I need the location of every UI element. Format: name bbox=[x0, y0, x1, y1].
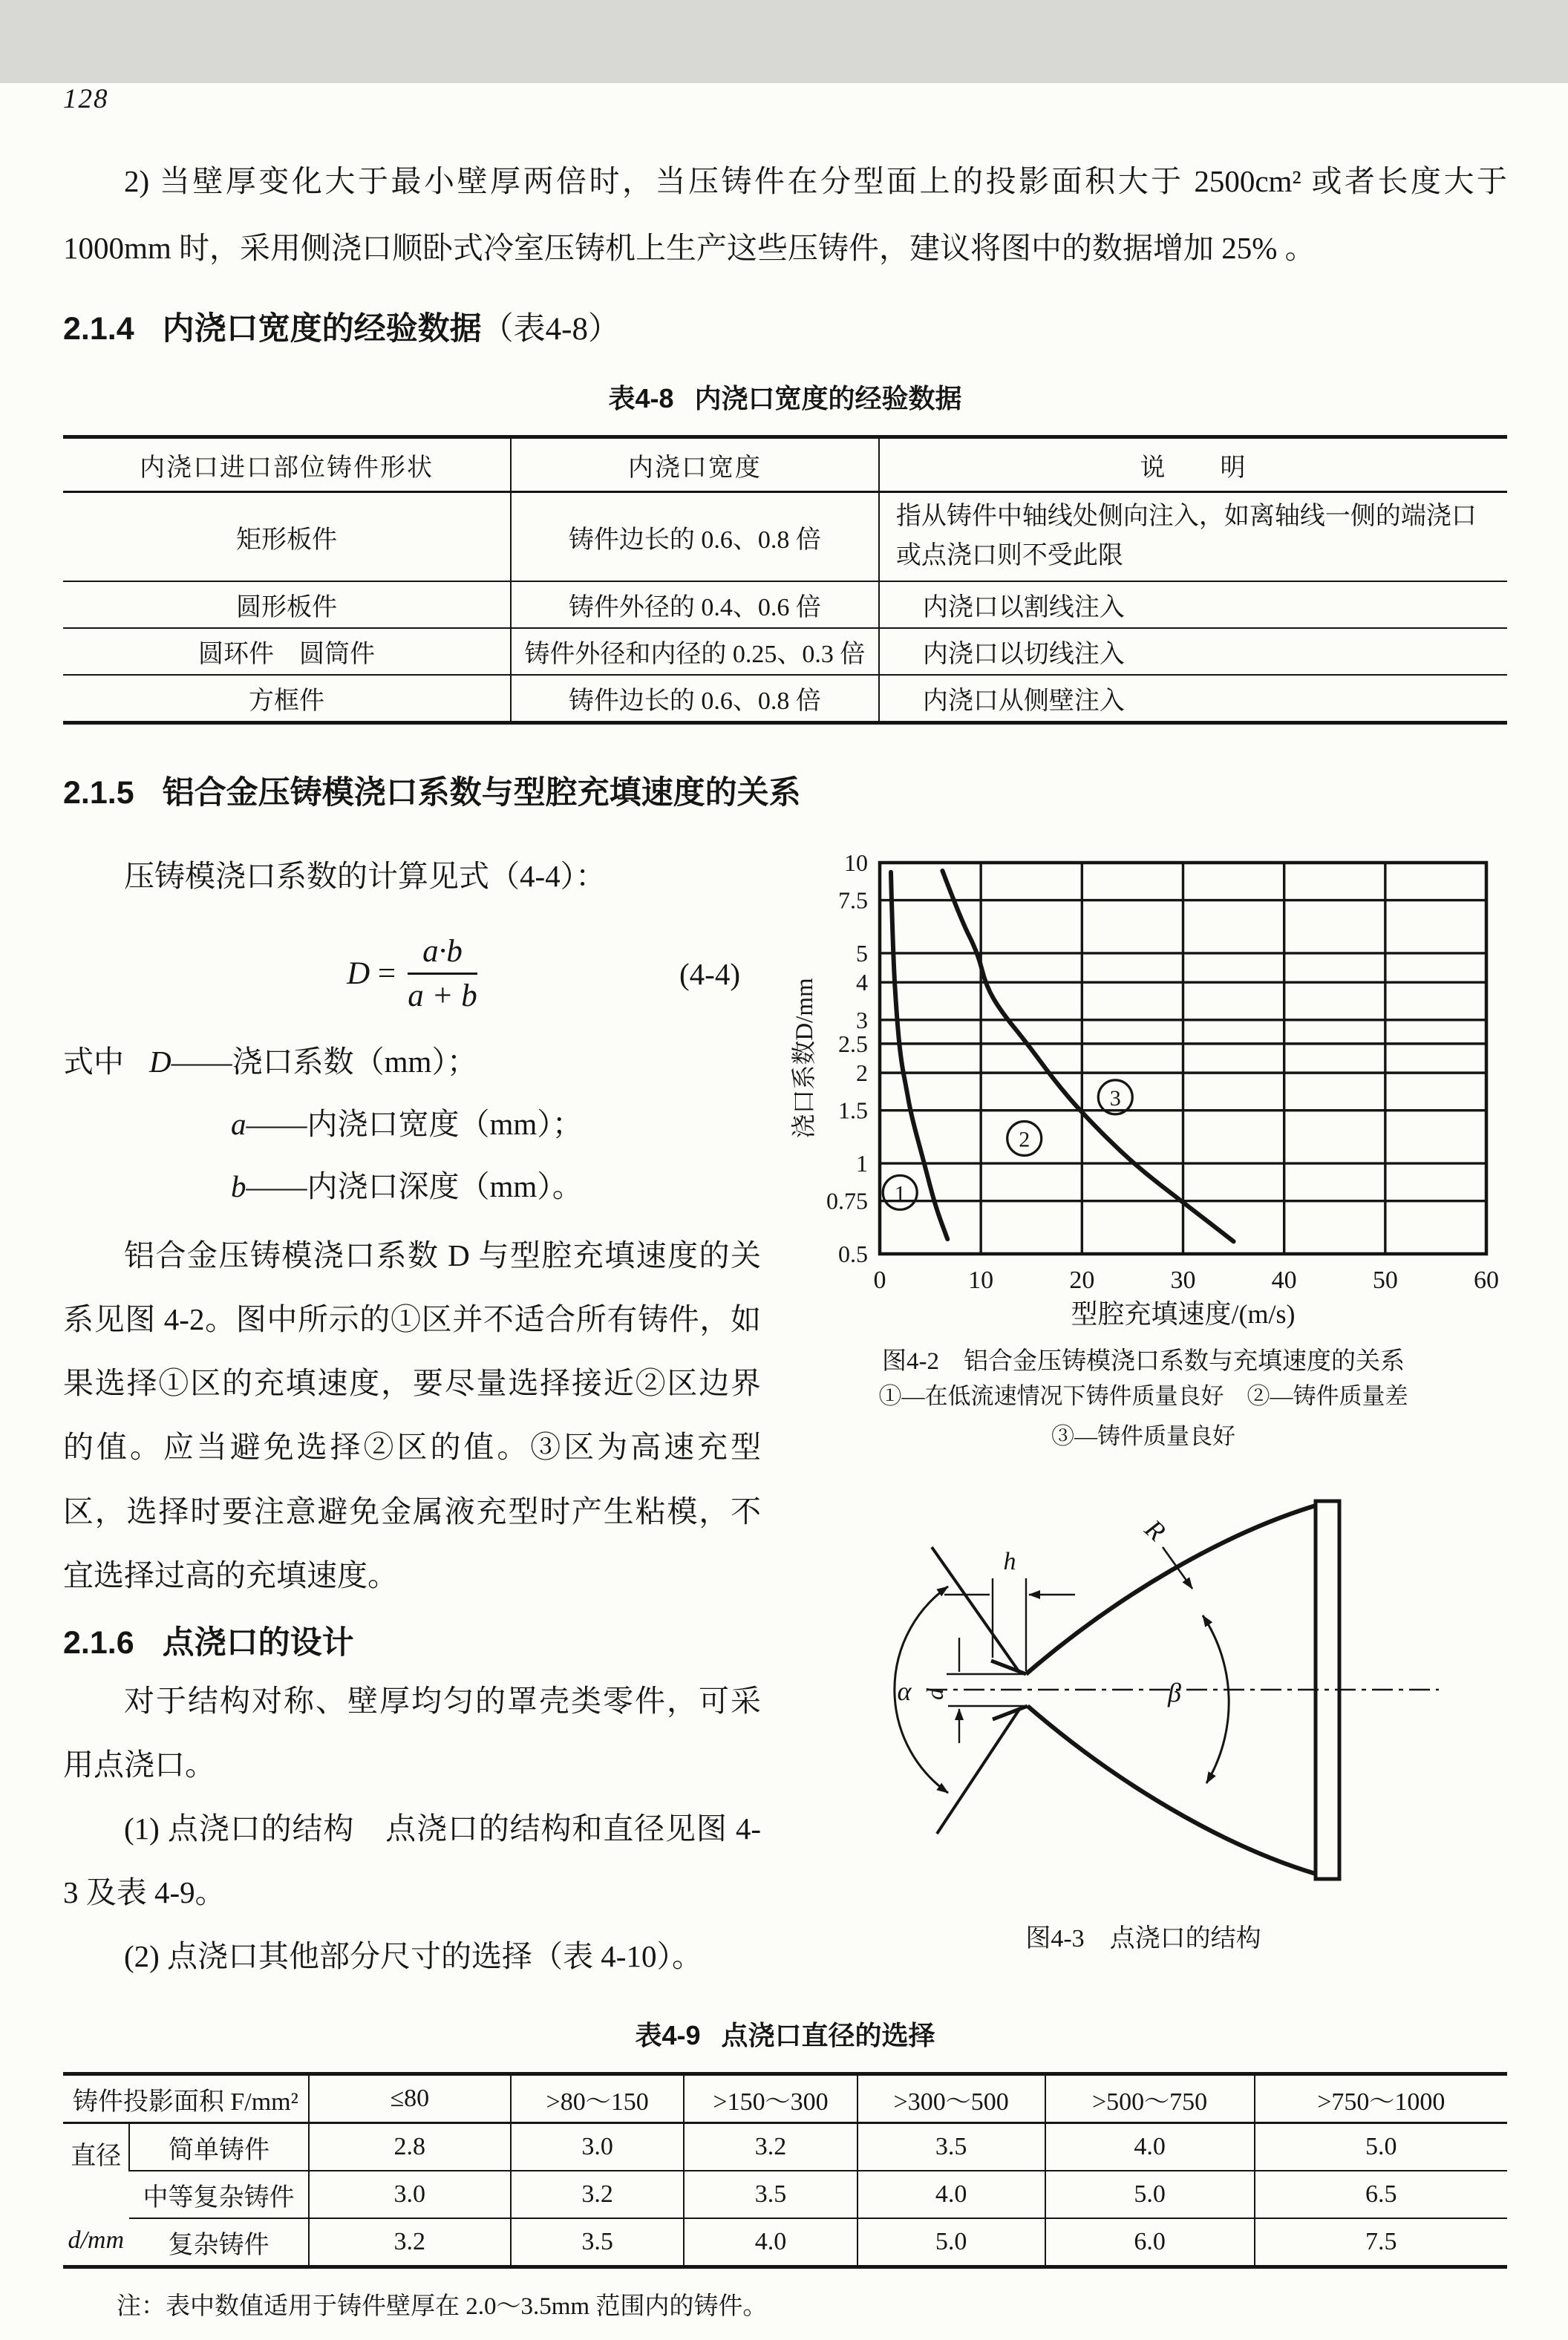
curve-boundary-region2-region3 bbox=[942, 871, 1233, 1241]
where-line-a bbox=[63, 1093, 761, 1155]
table-row bbox=[63, 581, 1507, 628]
table-4-9-body bbox=[63, 2123, 1507, 2267]
y-tick-label: 1 bbox=[856, 1150, 868, 1177]
trumpet-top-curve bbox=[1026, 1506, 1316, 1674]
beta-label: β bbox=[1168, 1678, 1181, 1708]
table-row bbox=[63, 628, 1507, 675]
table-cell: 内浇口以割线注入 bbox=[879, 581, 1507, 628]
formula-intro: 压铸模浇口系数的计算见式（4-4）： bbox=[124, 858, 607, 893]
diameter-group-cell bbox=[63, 2123, 129, 2267]
table-4-9-label: 表4-9 bbox=[635, 2020, 701, 2051]
table-4-9-header-row bbox=[63, 2074, 1507, 2123]
y-axis-title: 浇口系数D/mm bbox=[791, 978, 818, 1139]
y-tick-label: 2 bbox=[856, 1059, 868, 1087]
figure-4-2-caption: 图4-2 铝合金压铸模浇口系数与充填速度的关系 bbox=[882, 1347, 1405, 1375]
beta-dimension-arc bbox=[1203, 1615, 1229, 1783]
table-4-9-caption: 点浇口直径的选择 bbox=[721, 2020, 935, 2051]
y-tick-label: 5 bbox=[856, 939, 868, 967]
body-paragraph-regions bbox=[63, 1223, 761, 1607]
table-cell: 铸件边长的 0.6、0.8 倍 bbox=[511, 492, 879, 582]
where-desc: ——浇口系数（mm）； bbox=[171, 1045, 477, 1079]
table-cell: 圆形板件 bbox=[63, 581, 511, 628]
table-4-9-header-range: >750～1000 bbox=[1255, 2074, 1507, 2123]
table-cell: 指从铸件中轴线处侧向注入，如离轴线一侧的端浇口或点浇口则不受此限 bbox=[879, 492, 1507, 582]
figure-4-2-legend-line-2: ③—铸件质量良好 bbox=[1051, 1423, 1235, 1450]
casting-type-cell: 复杂铸件 bbox=[168, 2231, 270, 2259]
y-tick-label: 7.5 bbox=[838, 886, 868, 914]
x-tick-label: 10 bbox=[968, 1266, 994, 1294]
diameter-value-cell: 4.0 bbox=[858, 2171, 1045, 2218]
section-heading-2-1-6 bbox=[63, 1618, 761, 1669]
formula-4-4 bbox=[63, 933, 761, 1014]
where-term: b bbox=[231, 1169, 246, 1204]
trumpet-bottom-curve bbox=[1028, 1706, 1316, 1874]
y-tick-label: 0.5 bbox=[838, 1240, 868, 1267]
y-tick-label: 0.75 bbox=[826, 1187, 868, 1215]
x-tick-label: 20 bbox=[1069, 1266, 1095, 1294]
variable-D: D bbox=[448, 1238, 470, 1273]
d-label: d bbox=[921, 1688, 948, 1701]
x-tick-label: 40 bbox=[1271, 1266, 1297, 1294]
table-cell: 铸件边长的 0.6、0.8 倍 bbox=[511, 675, 879, 723]
where-line-b bbox=[63, 1155, 761, 1218]
h-label: h bbox=[1003, 1548, 1016, 1576]
table-row bbox=[63, 675, 1507, 723]
diameter-value-cell: 7.5 bbox=[1255, 2218, 1507, 2267]
document-page bbox=[0, 83, 1568, 2340]
body-paragraph-point-gate: 对于结构对称、壁厚均匀的罩壳类零件，可采用点浇口。 bbox=[63, 1683, 761, 1782]
right-column bbox=[780, 844, 1507, 1988]
intro-paragraph: 2) 当壁厚变化大于最小壁厚两倍时，当压铸件在分型面上的投影面积大于 2500cm² 或者长度大于 1000mm 时，采用侧浇口顺卧式冷室压铸机上生产这些压铸件，建议将图中的数据增加 25% 。 bbox=[63, 164, 1507, 266]
casting-type-cell: 中等复杂铸件 bbox=[129, 2171, 308, 2218]
y-tick-label: 3 bbox=[856, 1006, 868, 1033]
table-4-8-body bbox=[63, 492, 1507, 723]
x-tick-label: 50 bbox=[1372, 1266, 1398, 1294]
where-term: D bbox=[149, 1045, 172, 1079]
table-4-9-note: 注：表中数值适用于铸件壁厚在 2.0～3.5mm 范围内的铸件。 bbox=[117, 2293, 768, 2321]
diameter-value-cell: 3.0 bbox=[309, 2171, 511, 2218]
diameter-value-cell: 3.5 bbox=[858, 2123, 1045, 2171]
section-suffix: （表4-8） bbox=[481, 312, 620, 347]
figure-4-2-legend-line-1: ①—在低流速情况下铸件质量良好 ②—铸件质量差 bbox=[878, 1382, 1408, 1409]
diameter-value-cell: 3.2 bbox=[684, 2123, 857, 2171]
formula-lhs: D bbox=[347, 956, 370, 992]
table-4-8 bbox=[63, 435, 1507, 725]
region-2-number: 2 bbox=[1019, 1127, 1030, 1152]
formula-numerator: a·b bbox=[408, 933, 477, 975]
x-tick-label: 30 bbox=[1170, 1266, 1196, 1294]
table-cell: 方框件 bbox=[248, 687, 324, 716]
page-number: 128 bbox=[63, 84, 109, 114]
table-4-8-caption: 内浇口宽度的经验数据 bbox=[694, 383, 962, 414]
diameter-value-cell: 3.5 bbox=[684, 2171, 857, 2218]
paragraph-text: 铝合金压铸模浇口系数 bbox=[124, 1238, 448, 1273]
table-4-9-head bbox=[63, 2074, 1507, 2123]
region-3-number: 3 bbox=[1109, 1085, 1121, 1111]
table-row bbox=[63, 2171, 1507, 2218]
equation-number: (4-4) bbox=[679, 956, 740, 991]
diameter-group-line1: 直径 bbox=[71, 2142, 122, 2170]
y-tick-label: 2.5 bbox=[838, 1030, 868, 1057]
section-number: 2.1.6 bbox=[63, 1624, 134, 1661]
diameter-group-line2: d/mm bbox=[68, 2226, 125, 2254]
table-cell: 铸件外径和内径的 0.25、0.3 倍 bbox=[511, 628, 879, 675]
diameter-value-cell: 4.0 bbox=[684, 2218, 857, 2267]
diameter-value-cell: 5.0 bbox=[1255, 2123, 1507, 2171]
section-title: 内浇口宽度的经验数据 bbox=[162, 311, 482, 347]
diameter-value-cell: 5.0 bbox=[858, 2218, 1045, 2267]
diameter-value-cell: 6.5 bbox=[1255, 2171, 1507, 2218]
table-4-9-header-range: >80～150 bbox=[511, 2074, 684, 2123]
table-4-8-title bbox=[63, 378, 1507, 416]
table-4-9-header-range: >500～750 bbox=[1045, 2074, 1255, 2123]
figure-4-2-chart bbox=[780, 844, 1507, 1330]
section-heading-2-1-4 bbox=[63, 304, 1507, 356]
figure-4-3-diagram bbox=[824, 1491, 1463, 1906]
body-paragraph-other-sizes: (2) 点浇口其他部分尺寸的选择（表 4-10）。 bbox=[124, 1938, 702, 1973]
radius-leader-arrow bbox=[1163, 1547, 1192, 1589]
x-tick-label: 0 bbox=[873, 1266, 886, 1294]
section-title: 点浇口的设计 bbox=[162, 1624, 354, 1661]
table-row bbox=[63, 492, 1507, 582]
section-number: 2.1.4 bbox=[63, 311, 134, 347]
diameter-value-cell: 3.2 bbox=[309, 2218, 511, 2267]
x-axis-title: 型腔充填速度/(m/s) bbox=[1071, 1298, 1296, 1329]
casting-type-cell: 简单铸件 bbox=[129, 2123, 308, 2171]
where-line-D bbox=[63, 1030, 761, 1093]
diameter-value-cell: 6.0 bbox=[1045, 2218, 1255, 2267]
table-4-8-head bbox=[63, 437, 1507, 492]
formula-fraction bbox=[408, 933, 477, 1014]
equals-sign: = bbox=[377, 956, 396, 992]
table-4-9 bbox=[63, 2072, 1507, 2269]
table-row bbox=[63, 2218, 1507, 2267]
table-cell: 圆环件 圆筒件 bbox=[63, 628, 511, 675]
table-4-8-header-row bbox=[63, 437, 1507, 492]
section-heading-2-1-5 bbox=[63, 768, 1507, 819]
y-tick-label: 4 bbox=[856, 969, 868, 996]
where-desc: ——内浇口深度（mm）。 bbox=[246, 1169, 583, 1204]
table-cell: 矩形板件 bbox=[63, 492, 511, 582]
left-column bbox=[63, 844, 761, 1988]
figure-4-3 bbox=[780, 1491, 1507, 1954]
x-tick-label: 60 bbox=[1474, 1266, 1499, 1294]
radius-label: R bbox=[1139, 1514, 1172, 1547]
diameter-value-cell: 3.0 bbox=[511, 2123, 684, 2171]
where-prefix: 式中 bbox=[63, 1045, 124, 1079]
table-cell: 内浇口从侧壁注入 bbox=[879, 675, 1507, 723]
diameter-value-cell: 5.0 bbox=[1045, 2171, 1255, 2218]
section-title: 铝合金压铸模浇口系数与型腔充填速度的关系 bbox=[162, 775, 801, 811]
table-cell: 内浇口以切线注入 bbox=[879, 628, 1507, 675]
table-4-9-header-area: 铸件投影面积 F/mm² bbox=[63, 2074, 309, 2123]
two-column-block bbox=[63, 844, 1507, 1988]
where-desc: ——内浇口宽度（mm）； bbox=[246, 1107, 583, 1142]
table-4-9-header-range: >150～300 bbox=[684, 2074, 857, 2123]
y-tick-label: 10 bbox=[844, 849, 868, 876]
table-4-8-header-cell: 内浇口进口部位铸件形状 bbox=[63, 437, 511, 492]
y-tick-label: 1.5 bbox=[838, 1097, 868, 1124]
table-4-8-header-cell: 内浇口宽度 bbox=[511, 437, 879, 492]
table-row bbox=[63, 2123, 1507, 2171]
diameter-value-cell: 2.8 bbox=[309, 2123, 511, 2171]
region-1-number: 1 bbox=[894, 1181, 906, 1206]
diameter-value-cell: 3.2 bbox=[511, 2171, 684, 2218]
diameter-value-cell: 3.5 bbox=[511, 2218, 684, 2267]
table-4-9-header-range: ≤80 bbox=[309, 2074, 511, 2123]
table-4-9-header-range: >300～500 bbox=[858, 2074, 1045, 2123]
table-4-8-header-cell: 说 明 bbox=[879, 437, 1507, 492]
paragraph-text: 与型腔充填速度的关系见图 4-2。图中所示的①区并不适合所有铸件，如果选择①区的充填速度，要尽量选择接近②区边界的值。应当避免选择②区的值。③区为高速充型区，选择时要注意避免金属液充型时产生粘模，不宜选择过高的充填速度。 bbox=[63, 1238, 761, 1592]
diameter-value-cell: 4.0 bbox=[1045, 2123, 1255, 2171]
alpha-label: α bbox=[897, 1676, 912, 1707]
formula-denominator: a + b bbox=[408, 978, 477, 1014]
figure-4-3-caption: 图4-3 点浇口的结构 bbox=[1025, 1925, 1261, 1953]
where-term: a bbox=[231, 1107, 246, 1142]
section-number: 2.1.5 bbox=[63, 775, 134, 811]
body-paragraph-structure: (1) 点浇口的结构 点浇口的结构和直径见图 4-3 及表 4-9。 bbox=[63, 1811, 761, 1909]
table-4-9-title bbox=[63, 2015, 1507, 2053]
table-4-8-label: 表4-8 bbox=[608, 383, 674, 414]
table-cell: 铸件外径的 0.4、0.6 倍 bbox=[511, 581, 879, 628]
